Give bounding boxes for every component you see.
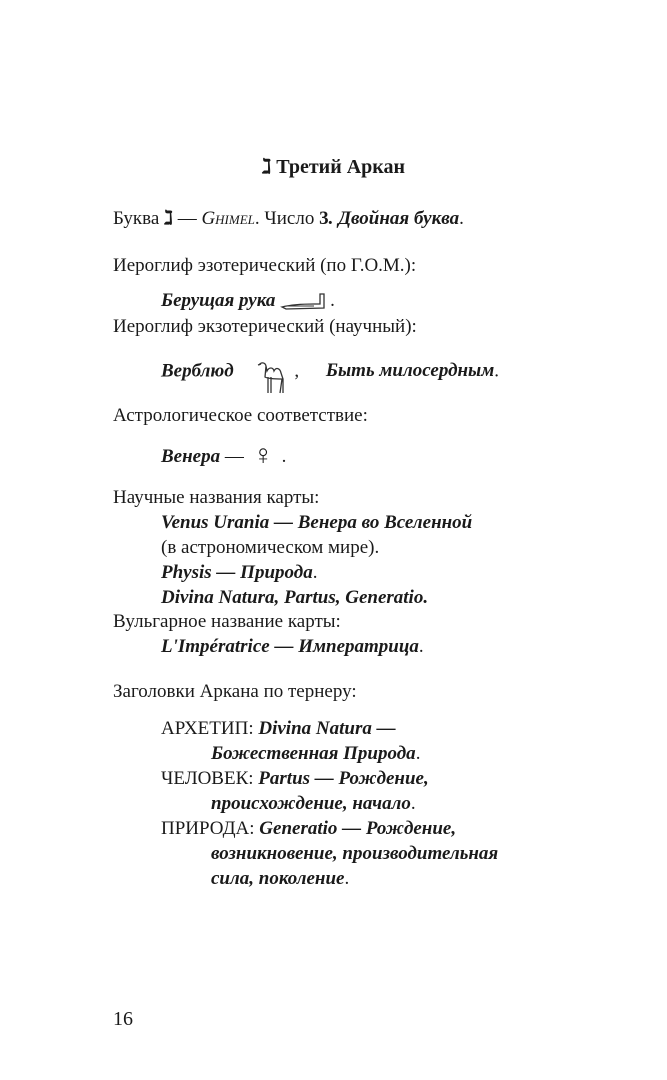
ternary-archetype-cont	[211, 741, 420, 767]
exoteric-value-mercy: Быть милосердным	[325, 360, 495, 382]
camel-hieroglyph-icon	[256, 357, 292, 397]
nature-value: Generatio — Рождение,	[259, 818, 457, 839]
exoteric-label: Иероглиф экзотерический (научный):	[113, 316, 417, 337]
astro-label: Астрологическое соответствие:	[113, 405, 368, 426]
scientific-line-1: Venus Urania — Венера во Вселенной	[161, 512, 473, 533]
nature-value-3: сила, поколение	[211, 868, 345, 889]
scientific-line-3	[161, 560, 317, 586]
ternary-nature	[161, 816, 456, 842]
venus-symbol-icon: ♀	[252, 440, 274, 471]
exoteric-line	[161, 357, 499, 387]
man-key: ЧЕЛОВЕК:	[161, 768, 254, 789]
scientific-line-4: Divina Natura, Partus, Generatio.	[161, 587, 429, 608]
ternary-archetype	[161, 716, 396, 742]
page-number: 16	[113, 1008, 133, 1030]
dash: —	[177, 208, 197, 229]
archetype-value-2: Божественная Природа	[211, 743, 416, 764]
letter-prefix: Буква	[113, 208, 160, 229]
vulgar-line	[161, 634, 424, 660]
archetype-key: АРХЕТИП:	[161, 718, 254, 739]
ternary-nature-cont-1: возникновение, производительная	[211, 843, 499, 864]
nature-key: ПРИРОДА:	[161, 818, 255, 839]
period: .	[410, 793, 416, 814]
ternary-label: Заголовки Аркана по тернеру:	[113, 681, 357, 702]
scientific-label: Научные названия карты:	[113, 487, 320, 508]
arcana-title	[0, 154, 667, 180]
esoteric-label: Иероглиф эзотерический (по Г.О.М.):	[113, 255, 417, 276]
gimel-letter-symbol: ℷ	[164, 208, 173, 229]
period: .	[281, 446, 287, 467]
period: .	[459, 208, 464, 229]
ternary-nature-cont-2	[211, 866, 349, 892]
astro-line	[161, 441, 286, 470]
period: .	[418, 636, 424, 657]
astro-value: Венера	[161, 446, 221, 467]
hand-hieroglyph-icon	[280, 291, 330, 313]
vulgar-value: L'Impératrice — Императрица	[161, 636, 419, 657]
letter-line	[113, 206, 464, 232]
esoteric-line	[161, 288, 335, 314]
archetype-value: Divina Natura —	[258, 718, 396, 739]
period: .	[494, 360, 500, 382]
number-label: . Число	[254, 208, 315, 229]
man-value-2: происхождение, начало	[211, 793, 411, 814]
arcana-number: 3	[319, 208, 329, 229]
period: .	[344, 868, 350, 889]
period: .	[330, 290, 335, 311]
man-value: Partus — Рождение,	[258, 768, 429, 789]
scientific-physis: Physis — Природа	[161, 562, 313, 583]
arcana-title-text: Третий Аркан	[276, 156, 406, 178]
period: .	[415, 743, 421, 764]
exoteric-value-camel: Верблюд	[161, 360, 234, 382]
gimel-symbol: ℷ	[261, 156, 272, 178]
letter-name: Ghimel	[201, 208, 255, 229]
ternary-man	[161, 766, 429, 792]
comma: ,	[294, 360, 300, 382]
scientific-line-2: (в астрономическом мире).	[161, 537, 380, 558]
esoteric-value: Берущая рука	[161, 290, 276, 311]
period: .	[312, 562, 318, 583]
vulgar-label: Вульгарное название карты:	[113, 611, 341, 632]
double-letter: . Двойная буква	[328, 208, 460, 229]
dash: —	[224, 446, 244, 467]
ternary-man-cont	[211, 791, 416, 817]
